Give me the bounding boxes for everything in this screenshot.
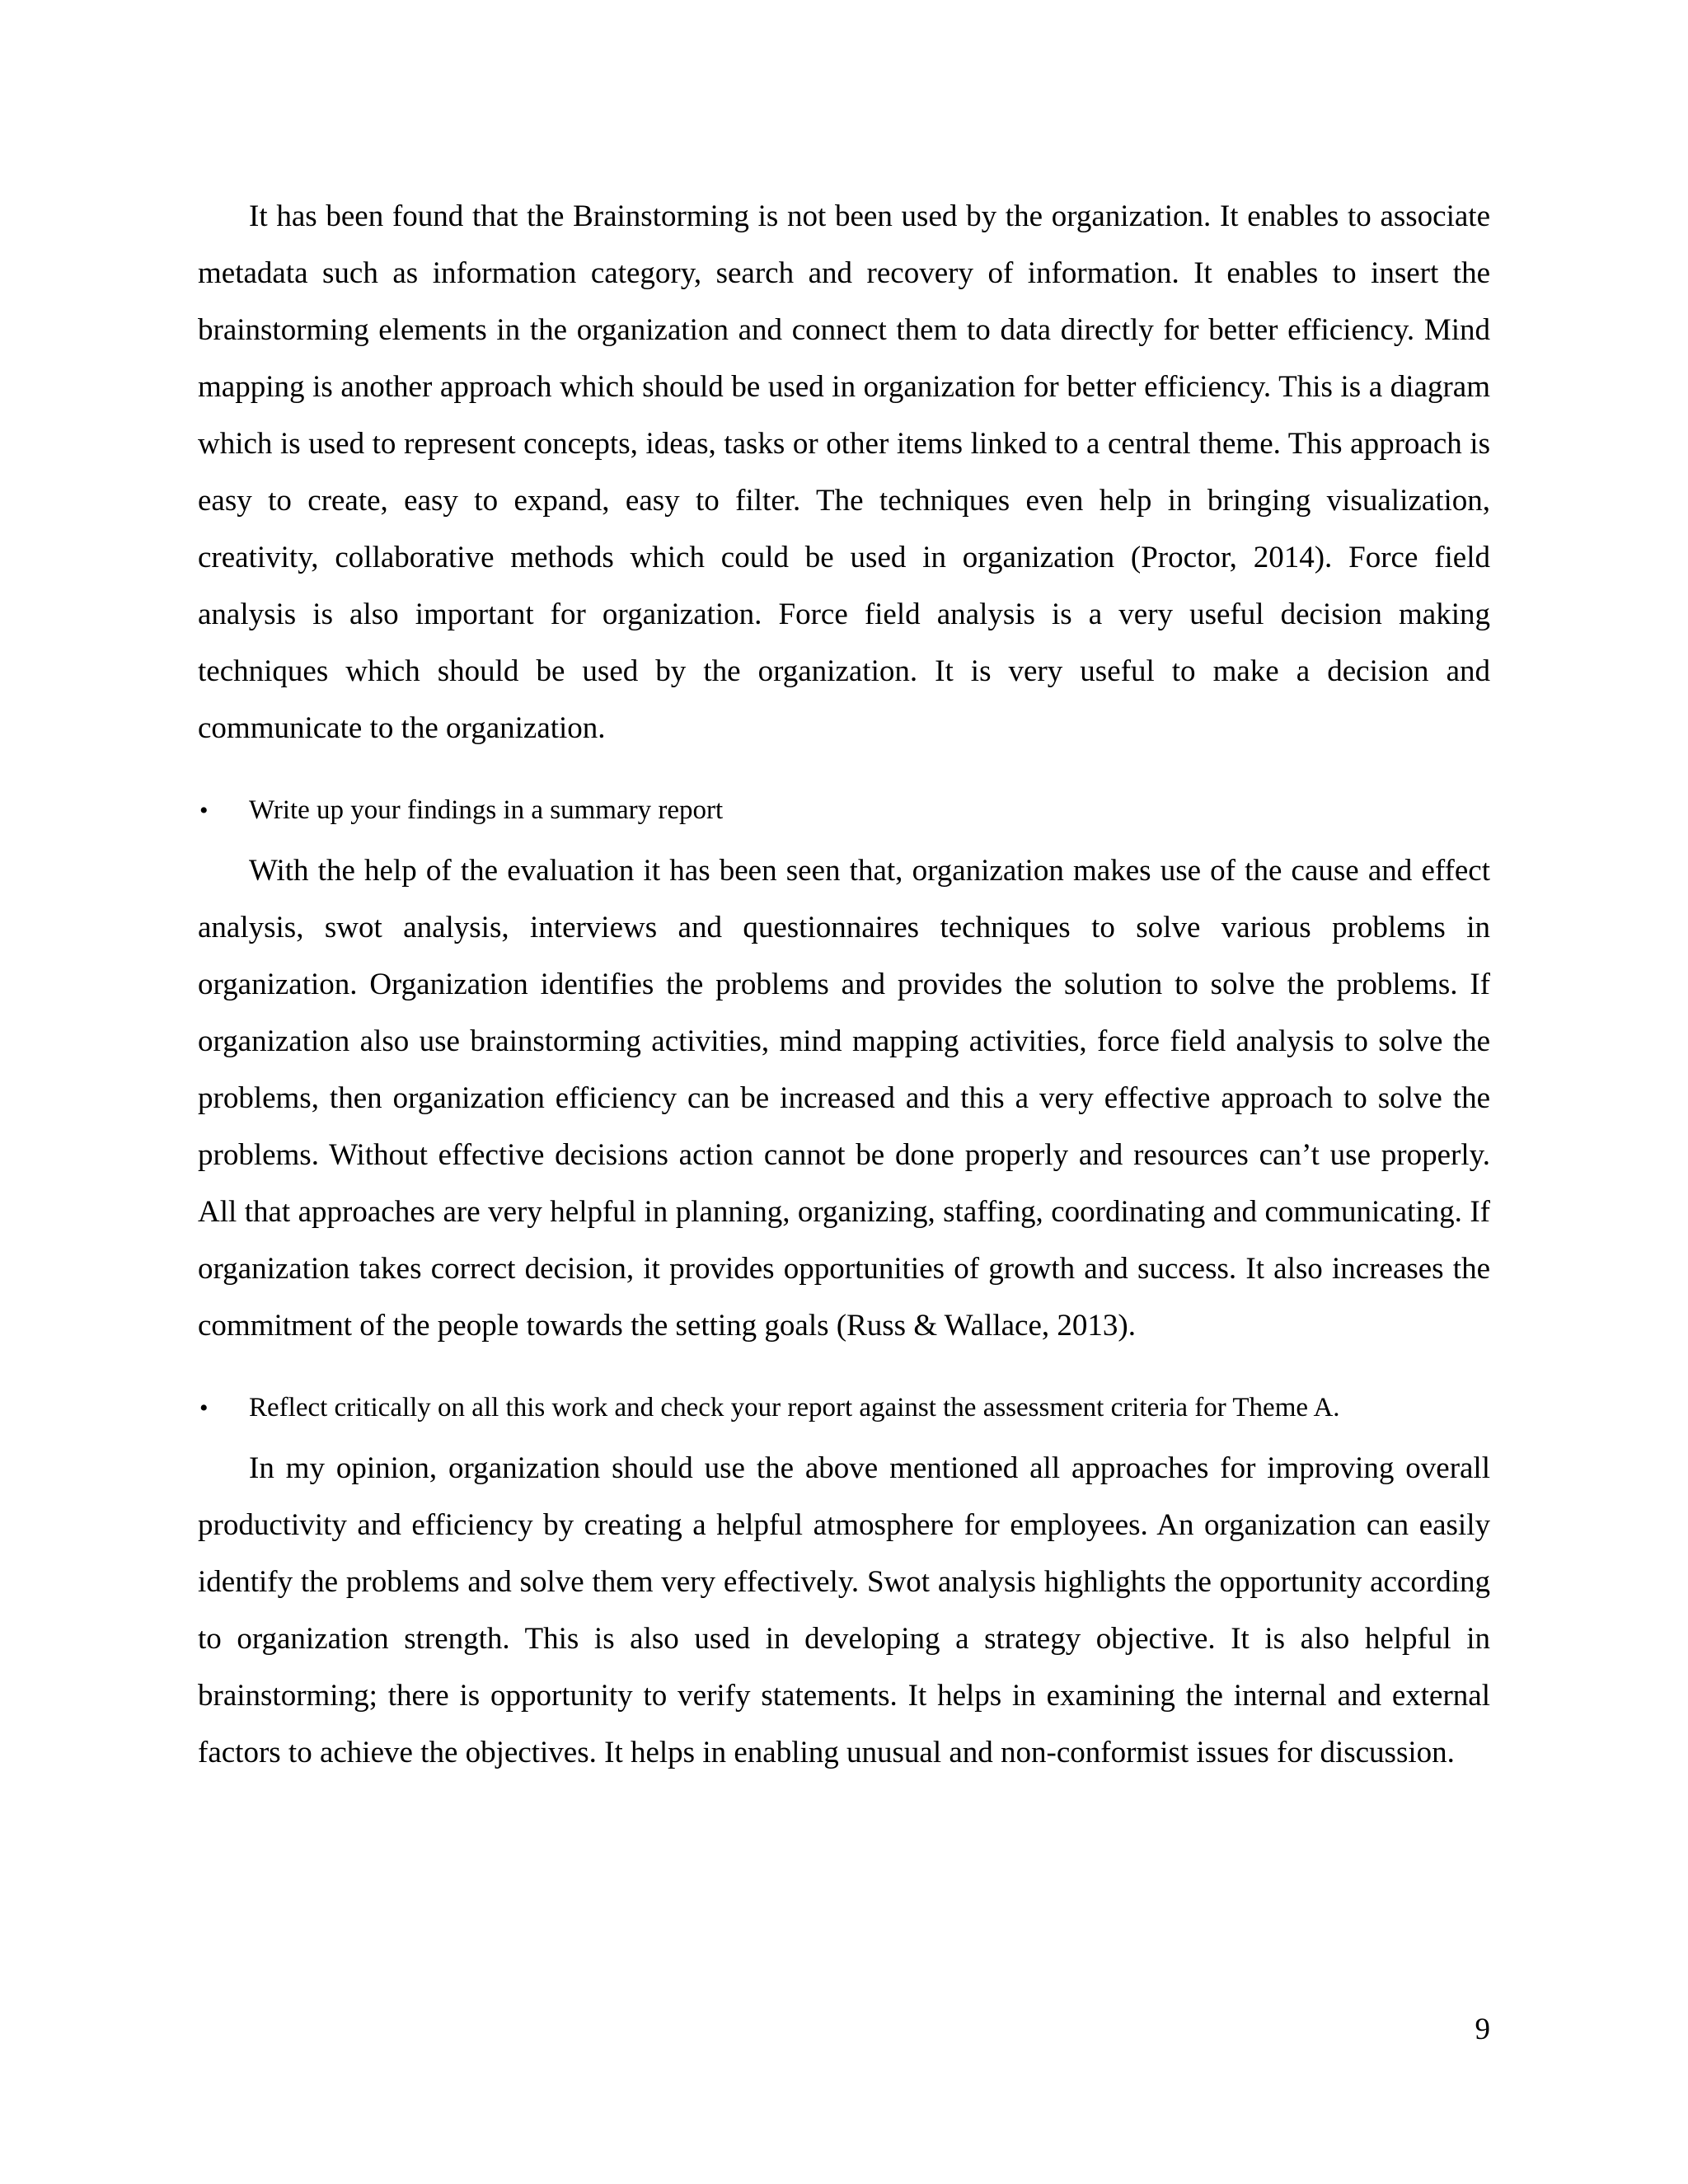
bullet-reflect-critically-text: Reflect critically on all this work and check your report against the assessment criteria for Theme A.	[249, 1393, 1340, 1422]
paragraph-summary-findings: With the help of the evaluation it has been seen that, organization makes use of the cause and effect analysis, swot analysis, interviews and questionnaires techniques to solve various problems in organization. Organization identifies the problems and provides the solution to solve the problems. If organization also use brainstorming activities, mind mapping activities, force field analysis to solve the problems, then organization efficiency can be increased and this a very effective approach to solve the problems. Without effective decisions action cannot be done properly and resources can’t use properly. All that approaches are very helpful in planning, organizing, staffing, coordinating and communicating. If organization takes correct decision, it provides opportunities of growth and success. It also increases the commitment of the people towards the setting goals (Russ & Wallace, 2013).	[198, 854, 1490, 1343]
bullet-summary-report	[198, 782, 1490, 839]
page-content	[198, 188, 1490, 1781]
paragraph-brainstorming-evaluation: It has been found that the Brainstorming is not been used by the organization. It enables to associate metadata such as information category, search and recovery of information. It enables to insert the brainstorming elements in the organization and connect them to data directly for better efficiency. Mind mapping is another approach which should be used in organization for better efficiency. This is a diagram which is used to represent concepts, ideas, tasks or other items linked to a central theme. This approach is easy to create, easy to expand, easy to filter. The techniques even help in bringing visualization, creativity, collaborative methods which could be used in organization (Proctor, 2014). Force field analysis is also important for organization. Force field analysis is a very useful decision making techniques which should be used by the organization. It is very useful to make a decision and communicate to the organization.	[198, 199, 1490, 745]
page-number: 9	[1475, 2013, 1490, 2046]
bullet-icon: •	[199, 797, 209, 824]
paragraph-opinion: In my opinion, organization should use the above mentioned all approaches for improving overall productivity and efficiency by creating a helpful atmosphere for employees. An organization can easily identify the problems and solve them very effectively. Swot analysis highlights the opportunity according to organization strength. This is also used in developing a strategy objective. It is also helpful in brainstorming; there is opportunity to verify statements. It helps in examining the internal and external factors to achieve the objectives. It helps in enabling unusual and non-conformist issues for discussion.	[198, 1451, 1490, 1769]
bullet-reflect-critically	[198, 1380, 1490, 1436]
bullet-summary-report-text: Write up your findings in a summary report	[249, 795, 724, 825]
bullet-icon: •	[199, 1394, 209, 1422]
